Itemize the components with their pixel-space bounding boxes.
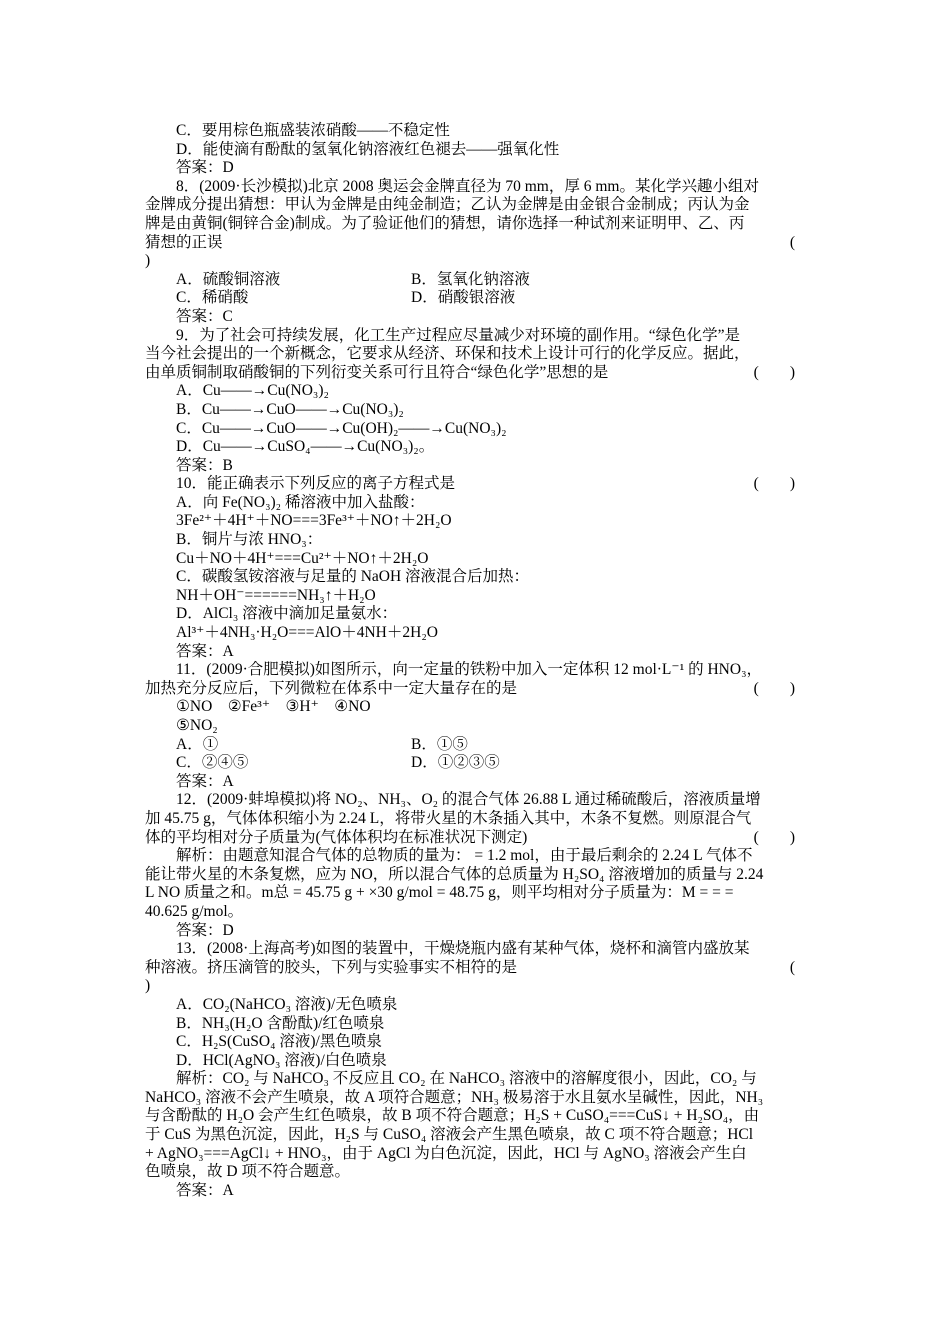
line-text: C．Cu——→CuO——→Cu(OH)₂——→Cu(NO₃)₂ [176,419,507,437]
text-line [145,1163,807,1182]
answer-bracket: ( [789,233,795,251]
option-column-2: D．①②③⑤ [411,754,500,772]
text-line [145,773,807,792]
text-line [145,959,807,978]
line-text: C．稀硝酸 [176,289,249,307]
line-text: A．① [176,735,219,753]
text-line [145,1052,807,1071]
line-text: 答案：A [176,642,234,660]
text-line [145,550,807,569]
text-line [145,643,807,662]
line-text: 由单质铜制取硝酸铜的下列衍变关系可行且符合“绿色化学”思想的是 [145,363,609,381]
line-text: B．铜片与浓 HNO₃： [176,531,323,549]
option-column-2: B．①⑤ [411,735,468,753]
line-text: A．Cu——→Cu(NO₃)₂ [176,382,329,400]
text-line [145,1182,807,1201]
text-line [145,289,807,308]
answer-bracket: ( ) [753,828,795,846]
text-line [145,494,807,513]
answer-bracket: ( ) [753,679,795,697]
line-text: NaHCO₃ 溶液不会产生喷泉，故 A 项符合题意；NH₃ 极易溶于水且氨水呈碱性，因此，NH₃ [145,1088,764,1106]
text-line [145,829,807,848]
text-line [145,196,807,215]
line-text: 猜想的正误 [145,233,223,251]
line-text: 解析：CO₂ 与 NaHCO₃ 不反应且 CO₂ 在 NaHCO₃ 溶液中的溶解度很小，因此，CO₂ 与 [176,1070,757,1088]
line-text: 答案：D [176,921,234,939]
text-line [145,624,807,643]
line-text: 11．(2009·合肥模拟)如图所示，向一定量的铁粉中加入一定体积 12 mol·L⁻¹ 的 HNO₃， [176,661,762,679]
line-text: 答案：C [176,307,233,325]
answer-bracket: ( [789,958,795,976]
text-line [145,791,807,810]
line-text: A．CO₂(NaHCO₃ 溶液)/无色喷泉 [176,995,398,1013]
line-text: 牌是由黄铜(铜锌合金)制成。为了验证他们的猜想，请你选择一种试剂来证明甲、乙、丙 [145,214,745,232]
text-line [145,977,807,996]
text-line [145,475,807,494]
line-text: NH＋OH⁻======NH₃↑＋H₂O [176,586,376,604]
line-text: 答案：A [176,1181,234,1199]
line-text: A．硫酸铜溶液 [176,270,281,288]
line-text: Cu＋NO＋4H⁺===Cu²⁺＋NO↑＋2H₂O [176,549,429,567]
text-line [145,717,807,736]
line-text: 解析：由题意知混合气体的总物质的量为： = 1.2 mol，由于最后剩余的 2.24 L 气体不 [176,847,753,865]
text-line [145,1015,807,1034]
line-text: D．AlCl₃ 溶液中滴加足量氨水： [176,605,398,623]
text-line [145,382,807,401]
line-text: ) [145,977,151,995]
text-line [145,1070,807,1089]
line-text: D．HCl(AgNO₃ 溶液)/白色喷泉 [176,1051,387,1069]
text-line [145,234,807,253]
text-line [145,810,807,829]
text-line [145,252,807,271]
text-line [145,884,807,903]
text-line [145,866,807,885]
line-text: 3Fe²⁺＋4H⁺＋NO===3Fe³⁺＋NO↑＋2H₂O [176,512,452,530]
text-line [145,996,807,1015]
line-text: D．能使滴有酚酞的氢氧化钠溶液红色褪去——强氧化性 [176,140,560,158]
line-text: Al³⁺＋4NH₃·H₂O===AlO＋4NH＋2H₂O [176,624,438,642]
line-text: 体的平均相对分子质量为(气体体积均在标准状况下测定) [145,828,528,846]
line-text: B．Cu——→CuO——→Cu(NO₃)₂ [176,400,404,418]
line-text: + AgNO₃===AgCl↓ + HNO₃，由于 AgCl 为白色沉淀，因此，HCl 与 AgNO₃ 溶液会产生白 [145,1144,747,1162]
text-line [145,345,807,364]
line-text: C．要用棕色瓶盛装浓硝酸——不稳定性 [176,122,450,139]
line-text: 于 CuS 为黑色沉淀，因此，H₂S 与 CuSO₄ 溶液会产生黑色喷泉，故 C 项不符合题意；HCl [145,1126,754,1144]
text-line [145,141,807,160]
text-line [145,1033,807,1052]
line-text: ⑤NO₂ [176,717,218,734]
line-text: D．Cu——→CuSO₄——→Cu(NO₃)₂。 [176,438,435,456]
answer-bracket: ( ) [753,363,795,381]
text-line [145,159,807,178]
line-text: 加 45.75 g，气体体积缩小为 2.24 L，将带火星的木条插入其中，木条不复燃。则原混合气 [145,809,752,827]
text-line [145,1107,807,1126]
text-line [145,512,807,531]
line-text: C．H₂S(CuSO₄ 溶液)/黑色喷泉 [176,1033,382,1051]
text-line [145,754,807,773]
text-line [145,308,807,327]
text-line [145,457,807,476]
line-text: L NO 质量之和。m总 = 45.75 g + ×30 g/mol = 48.75 g，则平均相对分子质量为：M = = = [145,884,734,902]
text-line [145,215,807,234]
line-text: 答案：B [176,456,233,474]
text-line [145,1126,807,1145]
text-line [145,661,807,680]
line-text: 答案：A [176,772,234,790]
line-text: ①NO ②Fe³⁺ ③H⁺ ④NO [176,698,371,716]
text-line [145,680,807,699]
line-text: 金牌成分提出猜想：甲认为金牌是由纯金制造；乙认为金牌是由金银合金制成；丙认为金 [145,196,750,214]
line-text: 加热充分反应后，下列微粒在体系中一定大量存在的是 [145,679,518,697]
line-text: A．向 Fe(NO₃)₂ 稀溶液中加入盐酸： [176,493,425,511]
text-line [145,903,807,922]
line-text: 当今社会提出的一个新概念，它要求从经济、环保和技术上设计可行的化学反应。据此， [145,345,750,363]
text-line [145,327,807,346]
line-text: 与含酚酞的 H₂O 会产生红色喷泉，故 B 项不符合题意；H₂S + CuSO₄===CuS↓ + H₂SO₄，由 [145,1107,760,1125]
text-line [145,1145,807,1164]
line-text: 12．(2009·蚌埠模拟)将 NO₂、NH₃、O₂ 的混合气体 26.88 L 通过稀硫酸后，溶液质量增 [176,791,761,809]
line-text: C．碳酸氢铵溶液与足量的 NaOH 溶液混合后加热： [176,568,530,586]
text-line [145,420,807,439]
line-text: 答案：D [176,159,234,177]
text-line [145,178,807,197]
line-text: 9．为了社会可持续发展，化工生产过程应尽量减少对环境的副作用。“绿色化学”是 [176,326,741,344]
option-column-2: D．硝酸银溶液 [411,289,516,307]
line-text: 色喷泉，故 D 项不符合题意。 [145,1163,350,1181]
text-line [145,364,807,383]
text-line [145,1089,807,1108]
text-line [145,587,807,606]
text-line [145,847,807,866]
line-text: 种溶液。挤压滴管的胶头，下列与实验事实不相符的是 [145,958,518,976]
text-line [145,271,807,290]
line-text: 10．能正确表示下列反应的离子方程式是 [176,475,456,493]
line-text: 40.625 g/mol。 [145,902,244,920]
text-line [145,438,807,457]
text-line [145,401,807,420]
text-line [145,922,807,941]
line-text: 13．(2008·上海高考)如图的装置中，干燥烧瓶内盛有某种气体，烧杯和滴管内盛放某 [176,940,750,958]
line-text: B．NH₃(H₂O 含酚酞)/红色喷泉 [176,1014,385,1032]
line-text: ) [145,252,151,270]
line-text: 能让带火星的木条复燃，应为 NO，所以混合气体的总质量为 H₂SO₄ 溶液增加的质量与 2.24 [145,865,764,883]
text-line [145,568,807,587]
option-column-2: B．氢氧化钠溶液 [411,270,530,288]
text-line [145,605,807,624]
text-line [145,736,807,755]
text-line [145,122,807,141]
document-page [145,122,807,1200]
text-line [145,940,807,959]
line-text: 8．(2009·长沙模拟)北京 2008 奥运会金牌直径为 70 mm，厚 6 mm。某化学兴趣小组对 [176,177,759,195]
text-line [145,698,807,717]
line-text: C．②④⑤ [176,754,249,772]
text-line [145,531,807,550]
answer-bracket: ( ) [753,475,795,493]
